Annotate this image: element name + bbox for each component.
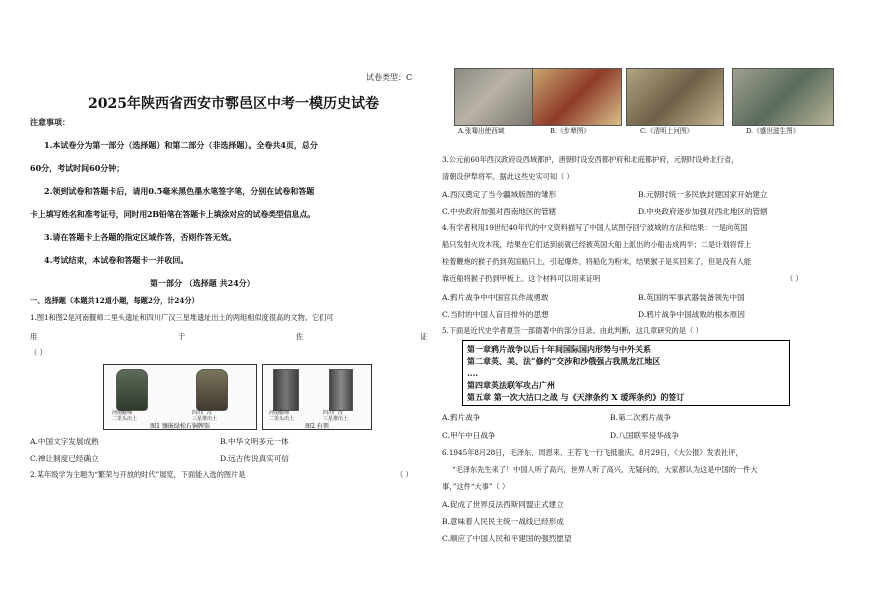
note-1b: 60分，考试时间60分钟；	[30, 163, 125, 173]
q4-stem-1: 4.有学者利用19世纪40年代的中文资料描写了中国人试图夺回宁波城的方法和结果：一是向英国	[442, 223, 748, 232]
q4-stem-4: 靠近船将猴子扔到甲板上。这个材料可以用来证明	[442, 274, 601, 283]
q2-stem: 2.某年级学为主题为“繁荣与开放的时代”展览，下面能入选的图片是	[30, 470, 246, 479]
q2-option-b: B.《步辇图》	[550, 127, 590, 135]
q2-image-c	[626, 68, 724, 126]
note-3: 3.请在答题卡上各题的指定区域作答，否则作答无效。	[44, 232, 237, 242]
q5-table-of-contents	[462, 340, 790, 406]
notes-heading: 注意事项：	[30, 117, 70, 127]
q1-stem: 1.图1和图2是河南偃师二里头遗址和四川广汉三星堆遗址出土的两组相似度很高的文物。它们可	[30, 313, 334, 322]
q5-option-b: B.第二次鸦片战争	[610, 413, 672, 422]
section-heading: 一、选择题（本题共12道小题，每题2分，计24分）	[30, 296, 199, 305]
q4-paren: （ ）	[786, 274, 803, 283]
q1-option-b: B.中华文明多元一体	[220, 437, 289, 446]
q6-stem-3: 事，”这件“大事”（ ）	[442, 482, 510, 491]
q1-figure-2	[262, 364, 372, 430]
q2-image-d	[732, 68, 834, 126]
q2-image-b	[532, 68, 622, 126]
q5-option-a: A.鸦片战争	[442, 413, 481, 422]
q1-option-c: C.禅让制度已经确立	[30, 454, 99, 463]
toc-line-1: 第一章鸦片战争以后十年间国际国内形势与中外关系	[467, 344, 651, 354]
q2-option-d: D.《盛世滋生图》	[746, 127, 800, 135]
note-1a: 1.本试卷分为第一部分（选择题）和第二部分（非选择题）。全卷共4页，总分	[44, 140, 318, 150]
q1-option-a: A.中国文字发展成熟	[30, 437, 99, 446]
note-4: 4.考试结束，本试卷和答题卡一并收回。	[44, 255, 189, 265]
toc-line-2: 第二章英、美、法“修约”交涉和沙俄强占我黑龙江地区	[467, 356, 661, 366]
q6-option-b: B.意味着人民民主统一战线已经形成	[442, 517, 564, 526]
q6-option-c: C.顺应了中国人民和平建国的强烈愿望	[442, 534, 572, 543]
paper-type: 试卷类型：C	[366, 73, 413, 82]
q2-option-a: A.张骞出使西域	[458, 127, 505, 135]
q1-option-d: D.远古传说真实可信	[220, 454, 289, 463]
q5-option-c: C.甲午中日战争	[442, 431, 496, 440]
q1-word-1: 用	[30, 332, 38, 341]
q1-word-4: 证	[420, 332, 428, 341]
toc-line-4: 第四章英法联军攻占广州	[467, 380, 555, 390]
q5-option-d: D.八国联军侵华战争	[610, 431, 679, 440]
q4-stem-3: 栓着鞭炮的猴子扔到英国船只上，引起爆炸，将船化为粉末，结果猴子是买回来了，但是没有人能	[442, 257, 752, 266]
q6-stem-2: “毛泽东先生来了！中国人听了高兴，世界人听了高兴，无疑问的，大家都认为这是中国的一件大	[452, 465, 758, 474]
q3-option-b: B.元朝时统一多民族封建国家开始建立	[638, 190, 768, 199]
q3-stem-1: 3.公元前60年西汉政府设西域都护，唐朝时设安西都护府和北庭都护府，元朝时设岭北行省，	[442, 155, 739, 164]
q6-stem-1: 6.1945年8月28日，毛泽东、周恩来、王若飞一行飞抵重庆。8月29日，《大公报》发表社评，	[442, 448, 743, 457]
toc-line-5: 第五章 第一次大沽口之战 与《天津条约 X 瑷珲条约》的签订	[467, 392, 685, 402]
note-2a: 2.领到试卷和答题卡后，请用0.5毫米黑色墨水笔签字笔，分别在试卷和答题	[44, 186, 315, 196]
fig1-right-label: 四川广汉 三星堆出土	[192, 410, 218, 422]
q2-option-c: C.《清明上河图》	[640, 127, 694, 135]
fig2-left-label: 河南偃师 二里头出土	[269, 410, 295, 422]
q3-option-d: D.中央政府逐步加强对西北地区的管辖	[638, 207, 768, 216]
plaque-image-right	[196, 369, 228, 411]
q2-paren: （ ）	[396, 470, 413, 479]
q6-option-a: A.促成了世界反法西斯同盟正式建立	[442, 500, 564, 509]
fig2-caption: 图2 有领	[305, 423, 329, 430]
q2-image-row	[454, 68, 858, 140]
q1-word-2: 于	[178, 332, 186, 341]
q3-option-a: A.西汉奠定了当今疆域版图的雏形	[442, 190, 557, 199]
q1-paren: （ ）	[30, 348, 47, 357]
q3-stem-2: 清朝设伊犁将军。据此这些史实可知（ ）	[442, 172, 574, 181]
q4-stem-2: 船只发射火攻木筏，结果在它们达到前就已经被英国大船上派出的小船击成两半；二是计划将背上	[442, 240, 752, 249]
q1-word-3: 佐	[296, 332, 304, 341]
jade-image-right	[329, 369, 353, 411]
page-title: 2025年陕西省西安市鄠邑区中考一模历史试卷	[88, 96, 379, 112]
q1-figure-1	[103, 364, 257, 430]
note-2b: 卡上填写姓名和准考证号，同时用2B铅笔在答题卡上填涂对应的试卷类型信息点。	[30, 209, 315, 219]
part1-heading: 第一部分 （选择题 共24分）	[150, 278, 255, 288]
q4-option-d: D.鸦片战争中国战败的根本原因	[638, 310, 745, 319]
q4-option-b: B.英国的军事武器装备领先中国	[638, 293, 745, 302]
q4-option-a: A.鸦片战争中中国官兵作战勇敢	[442, 293, 549, 302]
plaque-image-left	[116, 369, 148, 411]
fig2-right-label: 四川广汉 三星堆出土	[323, 410, 349, 422]
q4-option-c: C.当时的中国人盲目排外的思想	[442, 310, 549, 319]
jade-image-left	[273, 369, 299, 411]
fig1-left-label: 河南偃师 二里头出土	[112, 410, 138, 422]
fig1-caption: 图1 镶嵌绿松石铜牌饰	[150, 423, 210, 430]
q5-stem: 5.下面是近代史学者夏笠一部德著中的部分目录。由此判断，这几章研究的是（ ）	[442, 326, 703, 335]
toc-line-3: ....	[467, 368, 479, 378]
q3-option-c: C.中央政府加强对西南地区的管辖	[442, 207, 557, 216]
